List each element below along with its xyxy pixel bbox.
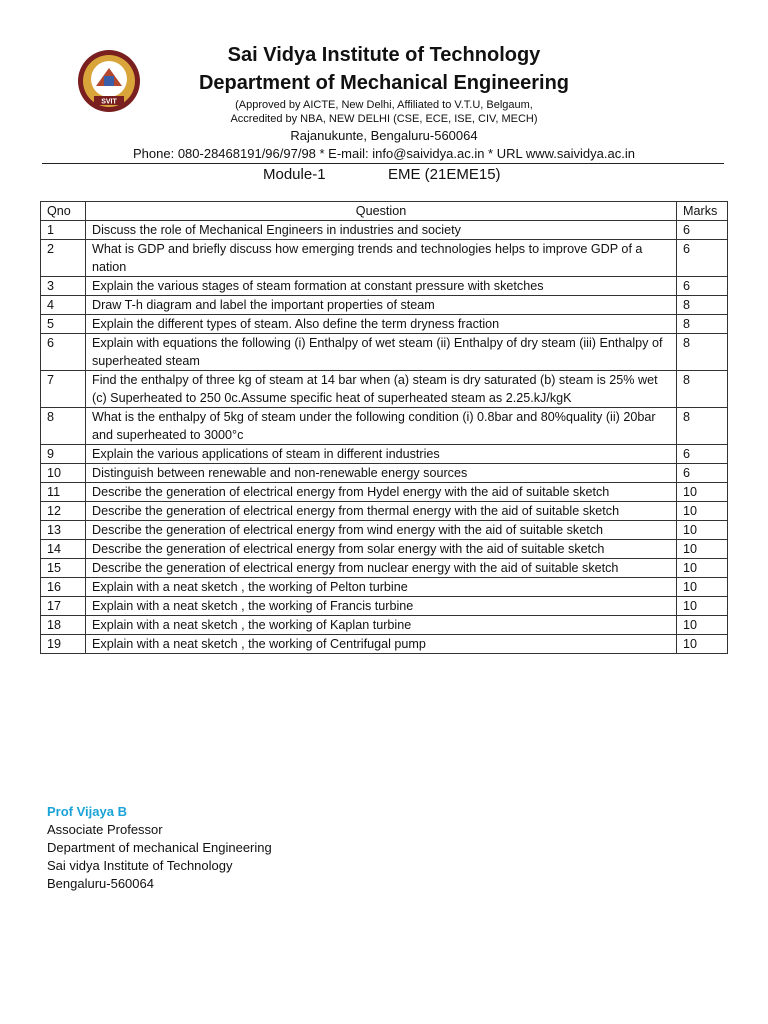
question-marks: 10 bbox=[677, 502, 728, 521]
question-number: 15 bbox=[41, 559, 86, 578]
contact-line: Phone: 080-28468191/96/97/98 * E-mail: info@saividya.ac.in * URL www.saividya.ac.in bbox=[133, 146, 635, 161]
header-marks: Marks bbox=[677, 202, 728, 221]
question-marks: 6 bbox=[677, 445, 728, 464]
table-row bbox=[41, 483, 728, 502]
question-text: Describe the generation of electrical energy from Hydel energy with the aid of suitable sketch bbox=[86, 483, 677, 502]
question-number: 19 bbox=[41, 635, 86, 654]
question-marks: 6 bbox=[677, 464, 728, 483]
question-text: Explain the various applications of steam in different industries bbox=[86, 445, 677, 464]
question-marks: 8 bbox=[677, 371, 728, 408]
question-marks: 10 bbox=[677, 559, 728, 578]
question-text: Describe the generation of electrical energy from solar energy with the aid of suitable sketch bbox=[86, 540, 677, 559]
header-question: Question bbox=[86, 202, 677, 221]
approval-line-2: Accredited by NBA, NEW DELHI (CSE, ECE, ISE, CIV, MECH) bbox=[230, 113, 538, 125]
question-marks: 10 bbox=[677, 635, 728, 654]
signature-city: Bengaluru-560064 bbox=[47, 876, 154, 891]
question-number: 2 bbox=[41, 240, 86, 277]
question-text: Explain with a neat sketch , the working of Kaplan turbine bbox=[86, 616, 677, 635]
question-number: 13 bbox=[41, 521, 86, 540]
question-text: Find the enthalpy of three kg of steam at 14 bar when (a) steam is dry saturated (b) steam is 25% wet (c) Superheated to 250 0c.Assume specific heat of superheated steam as 2.25.kJ/kgK bbox=[86, 371, 677, 408]
question-number: 18 bbox=[41, 616, 86, 635]
question-marks: 8 bbox=[677, 315, 728, 334]
question-marks: 10 bbox=[677, 483, 728, 502]
question-marks: 10 bbox=[677, 578, 728, 597]
table-row bbox=[41, 635, 728, 654]
question-text: Explain the different types of steam. Also define the term dryness fraction bbox=[86, 315, 677, 334]
question-marks: 10 bbox=[677, 616, 728, 635]
signature-name bbox=[47, 803, 127, 821]
table-row bbox=[41, 597, 728, 616]
question-text: Explain with equations the following (i) Enthalpy of wet steam (ii) Enthalpy of dry steam (iii) Enthalpy of superheated steam bbox=[86, 334, 677, 371]
prof-name: Prof Vijaya B bbox=[47, 804, 127, 819]
question-text: What is the enthalpy of 5kg of steam under the following condition (i) 0.8bar and 80%quality (ii) 20bar and superheated to 3000°c bbox=[86, 408, 677, 445]
question-number: 5 bbox=[41, 315, 86, 334]
question-table bbox=[40, 201, 728, 654]
table-row bbox=[41, 315, 728, 334]
question-number: 1 bbox=[41, 221, 86, 240]
table-row bbox=[41, 578, 728, 597]
question-text: Explain with a neat sketch , the working of Centrifugal pump bbox=[86, 635, 677, 654]
signature-designation: Associate Professor bbox=[47, 822, 163, 837]
question-text: Describe the generation of electrical energy from thermal energy with the aid of suitable sketch bbox=[86, 502, 677, 521]
department-title: Department of Mechanical Engineering bbox=[198, 72, 570, 94]
table-row bbox=[41, 521, 728, 540]
header-divider bbox=[42, 163, 724, 164]
question-text: Describe the generation of electrical energy from nuclear energy with the aid of suitable sketch bbox=[86, 559, 677, 578]
table-row bbox=[41, 559, 728, 578]
table-row bbox=[41, 240, 728, 277]
question-marks: 6 bbox=[677, 240, 728, 277]
table-row bbox=[41, 334, 728, 371]
signature-institute: Sai vidya Institute of Technology bbox=[47, 858, 233, 873]
question-number: 6 bbox=[41, 334, 86, 371]
question-text: Explain with a neat sketch , the working of Pelton turbine bbox=[86, 578, 677, 597]
question-text: Describe the generation of electrical energy from wind energy with the aid of suitable sketch bbox=[86, 521, 677, 540]
table-row bbox=[41, 616, 728, 635]
table-row bbox=[41, 296, 728, 315]
question-text: Distinguish between renewable and non-renewable energy sources bbox=[86, 464, 677, 483]
subject-code: EME (21EME15) bbox=[388, 166, 501, 183]
question-number: 11 bbox=[41, 483, 86, 502]
question-number: 16 bbox=[41, 578, 86, 597]
table-header-row bbox=[41, 202, 728, 221]
question-text: Draw T-h diagram and label the important properties of steam bbox=[86, 296, 677, 315]
question-text: What is GDP and briefly discuss how emerging trends and technologies helps to improve GDP of a nation bbox=[86, 240, 677, 277]
question-number: 14 bbox=[41, 540, 86, 559]
question-marks: 10 bbox=[677, 597, 728, 616]
question-table-body bbox=[41, 221, 728, 654]
question-marks: 6 bbox=[677, 277, 728, 296]
table-row bbox=[41, 408, 728, 445]
question-number: 4 bbox=[41, 296, 86, 315]
table-row bbox=[41, 445, 728, 464]
question-marks: 8 bbox=[677, 334, 728, 371]
question-text: Discuss the role of Mechanical Engineers in industries and society bbox=[86, 221, 677, 240]
table-row bbox=[41, 221, 728, 240]
logo-text: SVIT bbox=[101, 98, 117, 106]
table-row bbox=[41, 540, 728, 559]
header-qno: Qno bbox=[41, 202, 86, 221]
question-number: 17 bbox=[41, 597, 86, 616]
question-number: 10 bbox=[41, 464, 86, 483]
table-row bbox=[41, 277, 728, 296]
question-marks: 10 bbox=[677, 540, 728, 559]
table-row bbox=[41, 502, 728, 521]
address-line: Rajanukunte, Bengaluru-560064 bbox=[290, 128, 478, 143]
question-number: 12 bbox=[41, 502, 86, 521]
question-number: 7 bbox=[41, 371, 86, 408]
question-marks: 8 bbox=[677, 296, 728, 315]
question-text: Explain the various stages of steam formation at constant pressure with sketches bbox=[86, 277, 677, 296]
question-number: 9 bbox=[41, 445, 86, 464]
question-marks: 8 bbox=[677, 408, 728, 445]
question-marks: 6 bbox=[677, 221, 728, 240]
institute-title: Sai Vidya Institute of Technology bbox=[227, 44, 541, 66]
table-row bbox=[41, 464, 728, 483]
table-row bbox=[41, 371, 728, 408]
signature-department: Department of mechanical Engineering bbox=[47, 840, 272, 855]
approval-line-1: (Approved by AICTE, New Delhi, Affiliated to V.T.U, Belgaum, bbox=[235, 99, 533, 111]
question-text: Explain with a neat sketch , the working of Francis turbine bbox=[86, 597, 677, 616]
module-name: Module-1 bbox=[263, 166, 326, 183]
question-marks: 10 bbox=[677, 521, 728, 540]
question-number: 8 bbox=[41, 408, 86, 445]
question-number: 3 bbox=[41, 277, 86, 296]
